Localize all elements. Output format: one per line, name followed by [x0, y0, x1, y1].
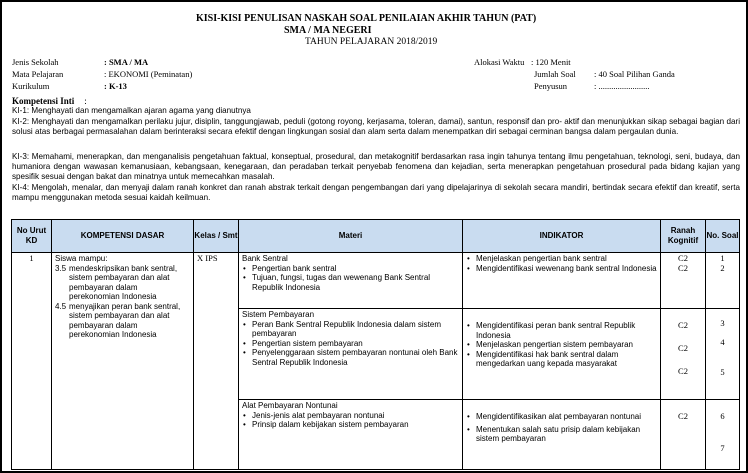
- kd-intro: Siswa mampu:: [55, 254, 108, 263]
- indikator-item: • Menjelaskan pengertian sistem pembayaran: [466, 340, 657, 350]
- indikator-item: • Mengidentifikasi peran bank sentral Republik Indonesia: [466, 321, 657, 340]
- indikator-item: • Menentukan salah satu prisip dalam kebijakan sistem pembayaran: [466, 425, 657, 444]
- penyusun-value: : ........................: [594, 81, 650, 91]
- indikator-cell: [463, 253, 661, 309]
- ranah-value: C2: [678, 411, 688, 421]
- ranah-cell: [661, 309, 706, 400]
- jumlah-soal-label: Jumlah Soal: [534, 69, 576, 79]
- ranah-value: C2: [678, 262, 688, 273]
- ki-text: Menghayati dan mengamalkan ajaran agama yang dianutnya: [31, 106, 251, 115]
- ki-text: Menghayati dan mengamalkan perilaku jujur, disiplin, tanggungjawab, peduli (gotong royong, kerjasama, toleran, damai), santun, responsif dan pro- aktif dan menunjukkan sikap sebagai bagian dari solusi atas berbagai permasalahan dalam berinteraksi secara efektif dengan lingkungan sosial dan alam serta dalam menempatkan diri sebagai cerminan bangsa dalam pergaulan dunia.: [12, 117, 740, 136]
- kompetensi-inti-colon: :: [84, 96, 87, 106]
- header-kelas-smt: Kelas / Smt: [194, 220, 239, 253]
- kd-item-number: 3.5: [55, 263, 67, 273]
- indikator-item: • Menjelaskan pengertian bank sentral: [466, 254, 657, 264]
- school-name: SMA / MA NEGERI: [284, 25, 372, 36]
- header-materi: Materi: [239, 220, 463, 253]
- document-title: KISI-KISI PENULISAN NASKAH SOAL PENILAIAN AKHIR TAHUN (PAT): [196, 13, 537, 24]
- ki-text: Mengolah, menalar, dan menyaji dalam ranah konkret dan ranah abstrak terkait dengan pengembangan dari yang dipelajarinya di sekolah secara mandiri, bertindak secara efektif dan kreatif, serta mampu menggunakan metoda sesuai kaidah keilmuan.: [12, 183, 740, 202]
- ranah-value: C2: [678, 366, 688, 376]
- materi-cell: [239, 309, 463, 400]
- soal-number: 3: [720, 318, 725, 328]
- header-indikator: INDIKATOR: [463, 220, 661, 253]
- ranah-value: C2: [678, 253, 688, 263]
- mata-pelajaran-label: Mata Pelajaran: [12, 69, 64, 79]
- ki-2: [12, 117, 740, 137]
- kd-cell: [52, 253, 194, 470]
- kd-item-number: 4.5: [55, 301, 67, 311]
- ranah-cell: [661, 400, 706, 470]
- materi-item: • Penyelenggaraan sistem pembayaran nontunai oleh Bank Sentral Republik Indonesia: [242, 348, 459, 367]
- soal-number: 7: [720, 443, 725, 453]
- penyusun-label: Penyusun: [534, 81, 568, 91]
- ki-3: [12, 152, 740, 182]
- soal-number: 2: [720, 262, 725, 273]
- header-kompetensi-dasar: KOMPETENSI DASAR: [52, 220, 194, 253]
- indikator-item: • Mengidentifikasi hak bank sentral dalam mengedarkan uang kepada masyarakat: [466, 350, 657, 369]
- soal-cell: [706, 309, 740, 400]
- table-header-row: [12, 220, 740, 253]
- jenis-sekolah-value: : SMA / MA: [104, 57, 149, 67]
- materi-item: • Peran Bank Sentral Republik Indonesia dalam sistem pembayaran: [242, 320, 459, 339]
- soal-number: 5: [720, 367, 725, 377]
- academic-year: TAHUN PELAJARAN 2018/2019: [305, 37, 438, 47]
- kompetensi-inti-title: Kompetensi Inti: [12, 96, 75, 106]
- indikator-cell: [463, 309, 661, 400]
- header-ranah-kognitif: Ranah Kognitif: [661, 220, 706, 253]
- materi-title: Alat Pembayaran Nontunai: [242, 401, 338, 410]
- kompetensi-inti-heading: [12, 96, 87, 106]
- materi-title: Sistem Pembayaran: [242, 310, 315, 319]
- ki-4: [12, 183, 740, 203]
- alokasi-waktu-label: Alokasi Waktu: [474, 57, 525, 67]
- materi-item: • Pengertian bank sentral: [242, 264, 459, 274]
- indikator-cell: [463, 400, 661, 470]
- materi-item: • Pengertian sistem pembayaran: [242, 339, 459, 349]
- ki-label: KI-3:: [12, 152, 30, 161]
- materi-cell: [239, 400, 463, 470]
- soal-cell: [706, 253, 740, 309]
- kd-item-text: mendeskripsikan bank sentral, sistem pembayaran dan alat pembayaran dalam perekonomian Indonesia: [69, 263, 178, 301]
- ki-label: KI-2:: [12, 117, 30, 126]
- alokasi-waktu-value: : 120 Menit: [531, 57, 571, 67]
- ranah-cell: [661, 253, 706, 309]
- indikator-item: • Mengidentifikasikan alat pembayaran nontunai: [466, 412, 657, 422]
- ranah-value: C2: [678, 320, 688, 330]
- mata-pelajaran-value: : EKONOMI (Peminatan): [104, 69, 193, 79]
- jenis-sekolah-label: Jenis Sekolah: [12, 57, 59, 67]
- ki-1: [12, 106, 740, 116]
- materi-title: Bank Sentral: [242, 254, 288, 263]
- kd-item: [55, 264, 190, 302]
- materi-item: • Prinsip dalam kebijakan sistem pembayaran: [242, 420, 459, 430]
- kd-item: [55, 302, 190, 340]
- materi-item: • Tujuan, fungsi, tugas dan wewenang Bank Sentral Republik Indonesia: [242, 273, 459, 292]
- ranah-value: C2: [678, 343, 688, 353]
- kelas-cell: X IPS: [194, 253, 239, 470]
- indikator-item: • Mengidentifikasi wewenang bank sentral Indonesia: [466, 264, 657, 274]
- soal-number: 6: [720, 411, 725, 421]
- soal-number: 1: [720, 253, 725, 263]
- kd-number: 1: [12, 253, 52, 470]
- soal-number: 4: [720, 337, 725, 347]
- ki-label: KI-4:: [12, 183, 30, 192]
- materi-item: • Jenis-jenis alat pembayaran nontunai: [242, 411, 459, 421]
- materi-cell: [239, 253, 463, 309]
- table-row: [12, 253, 740, 309]
- kd-item-text: menyajikan peran bank sentral, sistem pembayaran dan alat pembayaran dalam perekonomian Indonesia: [69, 301, 181, 339]
- kisi-kisi-table: [11, 219, 740, 470]
- kurikulum-value: : K-13: [104, 81, 127, 91]
- soal-cell: [706, 400, 740, 470]
- ki-label: KI-1:: [12, 106, 30, 115]
- ki-text: Memahami, menerapkan, dan menganalisis pengetahuan faktual, konseptual, prosedural, dan metakognitif berdasarkan rasa ingin tahunya tentang ilmu pengetahuan, teknologi, seni, budaya, dan humaniora dengan wawasan kemanusiaan, kebangsaan, kenegaraan, dan peradaban terkait penyebab fenomena dan kejadian, serta menerapkan pengetahuan prosedural pada bidang kajian yang spesifik sesuai dengan bakat dan minatnya untuk memecahkan masalah.: [12, 152, 740, 181]
- jumlah-soal-value: : 40 Soal Pilihan Ganda: [594, 69, 675, 79]
- header-no-soal: No. Soal: [706, 220, 740, 253]
- header-no-urut-kd: No Urut KD: [12, 220, 52, 253]
- kurikulum-label: Kurikulum: [12, 81, 50, 91]
